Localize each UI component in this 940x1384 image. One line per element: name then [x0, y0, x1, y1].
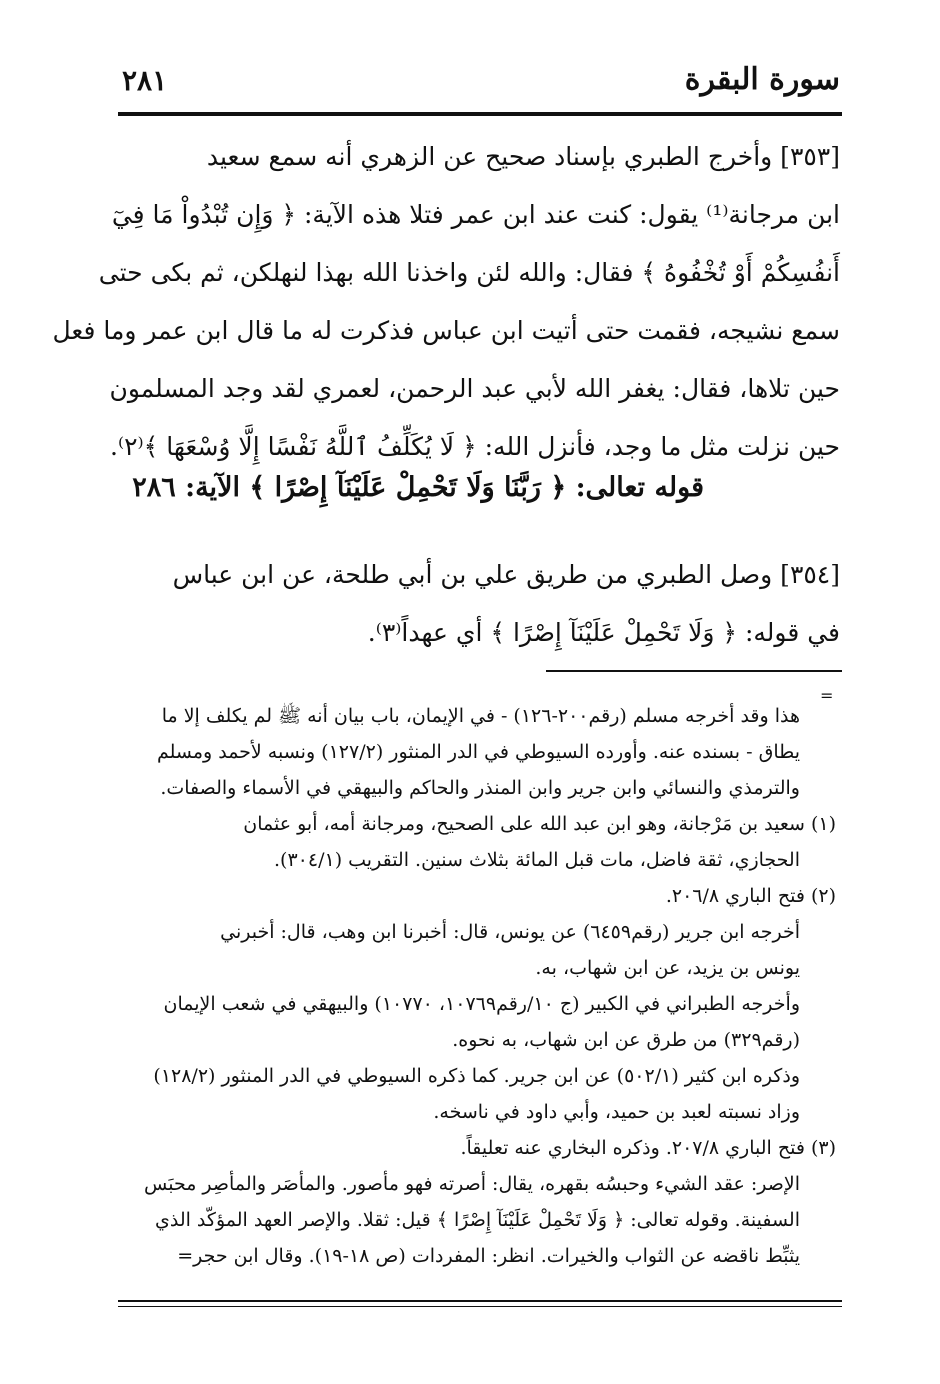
- footnotes: [124, 698, 836, 1274]
- footnote-line: (٢) فتح الباري ٢٠٦/٨.: [665, 885, 836, 907]
- bottom-rule: [118, 1300, 842, 1302]
- footnote-line: (رقم٣٢٩) من طرق عن ابن شهاب، به نحوه.: [452, 1029, 800, 1051]
- main-text-block-354: [124, 546, 840, 662]
- footnote-line: الحجازي، ثقة فاضل، مات قبل المائة بثلاث سنين. التقريب (٣٠٤/١).: [274, 849, 800, 871]
- header-rule: [118, 112, 842, 116]
- text-line: في قوله: ﴿ وَلَا تَحْمِلْ عَلَيْنَآ إِصْرًا ﴾ أي عهداً⁽٣⁾.: [367, 618, 840, 647]
- footnote-line: أخرجه ابن جرير (رقم٦٤٥٩) عن يونس، قال: أخبرنا ابن وهب، قال: أخبرني: [220, 921, 800, 943]
- running-header-title: سورة البقرة: [684, 62, 840, 97]
- footnote-line: يونس بن يزيد، عن ابن شهاب، به.: [535, 957, 800, 979]
- footnote-line: وزاد نسبته لعبد بن حميد، وأبي داود في ناسخه.: [433, 1101, 800, 1123]
- footnote-line: (٣) فتح الباري ٢٠٧/٨. وذكره البخاري عنه تعليقاً.: [460, 1137, 836, 1159]
- text-line: [٣٥٤] وصل الطبري من طريق علي بن أبي طلحة، عن ابن عباس: [172, 560, 840, 589]
- text-line: سمع نشيجه، فقمت حتى أتيت ابن عباس فذكرت له ما قال ابن عمر وما فعل: [52, 316, 840, 345]
- text-line: أَنفُسِكُمْ أَوْ تُخْفُوهُ ﴾ فقال: والله لئن واخذنا الله بهذا لنهلكن، ثم بكى حتى: [98, 258, 840, 287]
- footnote-continuation-mark: =: [820, 686, 834, 705]
- footnote-line: والترمذي والنسائي وابن جرير وابن المنذر والحاكم والبيهقي في الأسماء والصفات.: [160, 777, 800, 799]
- footnote-line: يثبِّط ناقضه عن الثواب والخيرات. انظر: المفردات (ص ١٨-١٩). وقال ابن حجر=: [177, 1245, 800, 1267]
- section-heading: قوله تعالى: ﴿ رَبَّنَا وَلَا تَحْمِلْ عَلَيْنَآ إِصْرًا ﴾ الآية: ٢٨٦: [132, 472, 704, 503]
- footnote-line: وذكره ابن كثير (٥٠٢/١) عن ابن جرير. كما ذكره السيوطي في الدر المنثور (١٢٨/٢): [153, 1065, 800, 1087]
- footnote-line: وأخرجه الطبراني في الكبير (ج ١٠/رقم١٠٧٦٩، ١٠٧٧٠) والبيهقي في شعب الإيمان: [163, 993, 800, 1015]
- page-number: ٢٨١: [122, 64, 168, 97]
- text-line: حين نزلت مثل ما وجد، فأنزل الله: ﴿ لَا يُكَلِّفُ ٱللَّهُ نَفْسًا إِلَّا وُسْعَهَا ﴾⁽٢⁾.: [110, 432, 840, 461]
- footnote-line: السفينة. وقوله تعالى: ﴿ وَلَا تَحْمِلْ عَلَيْنَآ إِصْرًا ﴾ قيل: ثقلا. والإصر العهد المؤكّد الذي: [154, 1209, 800, 1231]
- footnote-line: هذا وقد أخرجه مسلم (رقم٢٠٠-١٢٦) - في الإيمان، باب بيان أنه ﷺ لم يكلف إلا ما: [161, 705, 800, 727]
- text-line: [٣٥٣] وأخرج الطبري بإسناد صحيح عن الزهري أنه سمع سعيد: [206, 142, 840, 171]
- main-text-block-353: [52, 128, 840, 476]
- footnote-line: الإصر: عقد الشيء وحبسُه بقهره، يقال: أصرته فهو مأصور. والمأصَر والمأصِر محبَس: [143, 1173, 800, 1195]
- footnote-separator: [546, 670, 842, 672]
- text-line: ابن مرجانة⁽¹⁾ يقول: كنت عند ابن عمر فتلا هذه الآية: ﴿ وَإِن تُبْدُواْ مَا فِيٓ: [111, 200, 840, 229]
- footnote-line: (١) سعيد بن مَرْجانة، وهو ابن عبد الله على الصحيح، ومرجانة أمه، أبو عثمان: [243, 813, 836, 835]
- bottom-rule-thin: [118, 1306, 842, 1307]
- footnote-line: يطاق - بسنده عنه. وأورده السيوطي في الدر المنثور (١٢٧/٢) ونسبه لأحمد ومسلم: [156, 741, 800, 763]
- text-line: حين تلاها، فقال: يغفر الله لأبي عبد الرحمن، لعمري لقد وجد المسلمون: [109, 374, 840, 403]
